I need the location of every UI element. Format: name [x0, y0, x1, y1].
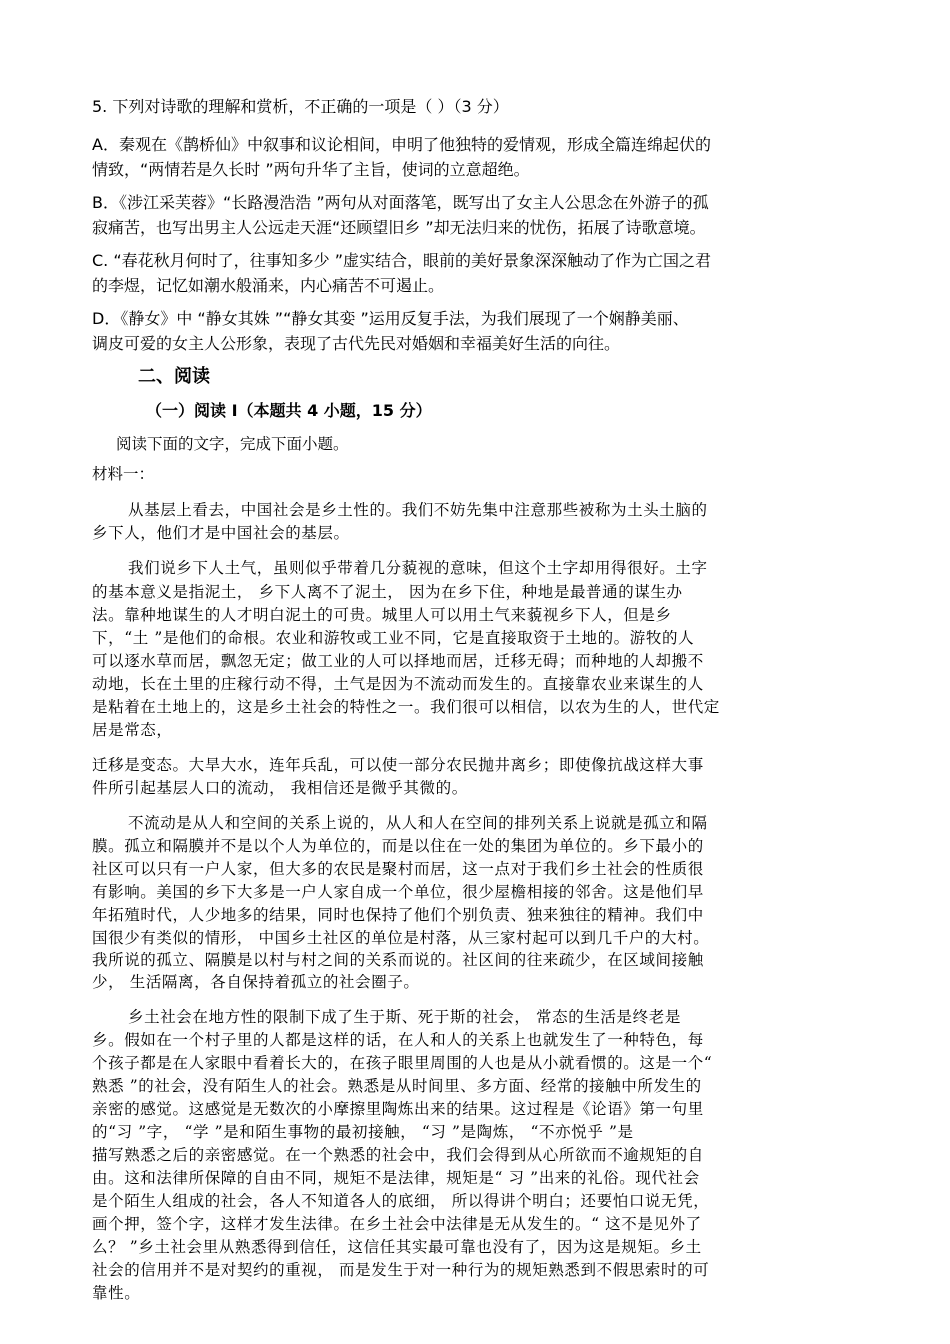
- section-subtitle: （一）阅读 Ⅰ（本题共 4 小题，15 分）: [146, 401, 432, 420]
- passage-line: 乡土社会在地方性的限制下成了生于斯、死于斯的社会， 常态的生活是终老是: [128, 1008, 681, 1026]
- passage-line: 有影响。美国的乡下大多是一户人家自成一个单位，很少屋檐相接的邻舍。这是他们早: [92, 883, 704, 901]
- option-c-line-2: 的李煜，记忆如潮水般涌来，内心痛苦不可遏止。: [92, 276, 445, 295]
- passage-line: 是个陌生人组成的社会，各人不知道各人的底细， 所以得讲个明白；还要怕口说无凭，: [92, 1192, 710, 1210]
- passage-line: 从基层上看去，中国社会是乡土性的。我们不妨先集中注意那些被称为土头土脑的: [128, 501, 708, 519]
- option-b-line-1: B．《涉江采芙蓉》“长路漫浩浩 ”两句从对面落笔，既写出了女主人公思念在外游子的孤: [92, 193, 709, 212]
- passage-line: 社会的信用并不是对契约的重视， 而是发生于对一种行为的规矩熟悉到不假思索时的可: [92, 1261, 710, 1279]
- passage-line: 么？ ”乡土社会里从熟悉得到信任，这信任其实最可靠也没有了，因为这是规矩。乡土: [92, 1238, 702, 1256]
- passage-line: 画个押，签个字，这样才发生法律。在乡土社会中法律是无从发生的。“ 这不是见外了: [92, 1215, 702, 1233]
- passage-line: 我们说乡下人土气，虽则似乎带着几分藐视的意味，但这个土字却用得很好。土字: [128, 559, 708, 577]
- passage-line: 动地，长在土里的庄稼行动不得，土气是因为不流动而发生的。直接靠农业来谋生的人: [92, 675, 704, 693]
- passage-line: 是粘着在土地上的，这是乡土社会的特性之一。我们很可以相信，以农为生的人，世代定: [92, 698, 720, 716]
- passage-line: 可以逐水草而居，飘忽无定；做工业的人可以择地而居，迁移无碍；而种地的人却搬不: [92, 652, 704, 670]
- passage-line: 熟悉 ”的社会，没有陌生人的社会。熟悉是从时间里、多方面、经常的接触中所发生的: [92, 1077, 702, 1095]
- option-a-line-1: A．秦观在《鹊桥仙》中叙事和议论相间，申明了他独特的爱情观，形成全篇连绵起伏的: [92, 135, 711, 154]
- passage-line: 靠性。: [92, 1284, 141, 1302]
- option-a-line-2: 情致，“两情若是久长时 ”两句升华了主旨，使词的立意超绝。: [92, 160, 530, 179]
- passage-line: 描写熟悉之后的亲密感觉。在一个熟悉的社会中，我们会得到从心所欲而不逾规矩的自: [92, 1146, 704, 1164]
- option-c-line-1: C. “春花秋月何时了，往事知多少 ”虚实结合，眼前的美好景象深深触动了作为亡国之君: [92, 251, 712, 270]
- passage-line: 由。这和法律所保障的自由不同，规矩不是法律，规矩是“ 习 ”出来的礼俗。现代社会: [92, 1169, 700, 1187]
- passage-line: 个孩子都是在人家眼中看着长大的，在孩子眼里周围的人也是从小就看惯的。这是一个“: [92, 1054, 713, 1072]
- passage-line: 亲密的感觉。这感觉是无数次的小摩擦里陶炼出来的结果。这过程是《论语》第一句里: [92, 1100, 704, 1118]
- section-title: 二、阅读: [138, 366, 210, 387]
- question-stem: 5. 下列对诗歌的理解和赏析，不正确的一项是（ ）（3 分）: [92, 97, 509, 116]
- passage-line: 不流动是从人和空间的关系上说的，从人和人在空间的排列关系上说就是孤立和隔: [128, 814, 708, 832]
- passage-line: 的“习 ”字， “学 ”是和陌生事物的最初接触， “习 ”是陶炼， “不亦悦乎 ”是: [92, 1123, 634, 1141]
- passage-line: 我所说的孤立、隔膜是以村与村之间的关系而说的。社区间的往来疏少，在区域间接触: [92, 951, 704, 969]
- passage-line: 乡下人，他们才是中国社会的基层。: [92, 524, 350, 542]
- passage-line: 迁移是变态。大旱大水，连年兵乱，可以使一部分农民抛井离乡；即使像抗战这样大事: [92, 756, 704, 774]
- passage-line: 年拓殖时代，人少地多的结果，同时也保持了他们个别负责、独来独往的精神。我们中: [92, 906, 704, 924]
- option-b-line-2: 寂痛苦，也写出男主人公远走天涯“还顾望旧乡 ”却无法归来的忧伤，拓展了诗歌意境。: [92, 218, 706, 237]
- passage-line: 社区可以只有一户人家，但大多的农民是聚村而居，这一点对于我们乡土社会的性质很: [92, 860, 704, 878]
- instruction: 阅读下面的文字，完成下面小题。: [116, 435, 349, 453]
- passage-line: 法。靠种地谋生的人才明白泥土的可贵。城里人可以用土气来藐视乡下人，但是乡: [92, 606, 672, 624]
- passage-line: 乡。假如在一个村子里的人都是这样的话，在人和人的关系上也就发生了一种特色，每: [92, 1031, 704, 1049]
- passage-line: 的基本意义是指泥土， 乡下人离不了泥土， 因为在乡下住，种地是最普通的谋生办: [92, 583, 683, 601]
- passage-line: 件所引起基层人口的流动， 我相信还是微乎其微的。: [92, 779, 468, 797]
- passage-line: 下，“土 ”是他们的命根。农业和游牧或工业不同，它是直接取资于土地的。游牧的人: [92, 629, 695, 647]
- passage-line: 居是常态，: [92, 721, 173, 739]
- material-label: 材料一：: [92, 465, 155, 483]
- option-d-line-1: D．《静女》中 “静女其姝 ”“静女其娈 ”运用反复手法，为我们展现了一个娴静美丽、: [92, 309, 689, 328]
- passage-line: 国很少有类似的情形， 中国乡土社区的单位是村落，从三家村起可以到几千户的大村。: [92, 929, 710, 947]
- option-d-line-2: 调皮可爱的女主人公形象，表现了古代先民对婚姻和幸福美好生活的向往。: [92, 334, 621, 353]
- passage-line: 少， 生活隔离，各自保持着孤立的社会圈子。: [92, 973, 420, 991]
- passage-line: 膜。孤立和隔膜并不是以个人为单位的，而是以住在一处的集团为单位的。乡下最小的: [92, 837, 704, 855]
